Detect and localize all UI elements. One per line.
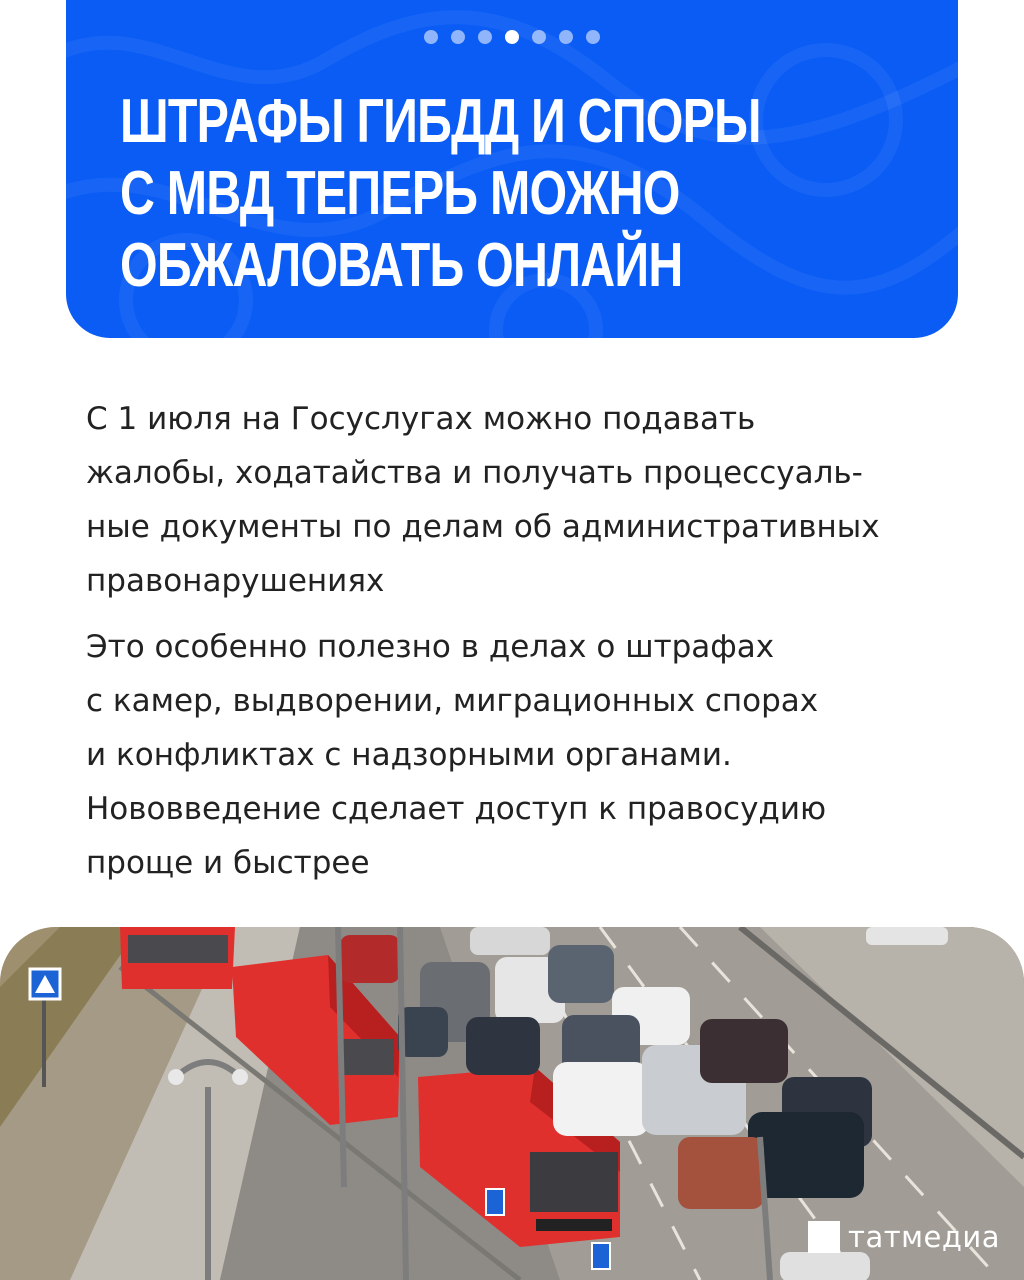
paragraph-2 [86,620,956,890]
bus [120,927,235,989]
header-card [66,0,958,338]
text-line: Нововведение сделает доступ к правосудию [86,791,827,827]
slide-dot[interactable] [451,30,465,44]
slide-dot-active[interactable] [505,30,519,44]
headline [120,86,761,302]
text-line: ные документы по делам об административных [86,509,880,545]
headline-line: ШТРАФЫ ГИБДД И СПОРЫ [120,87,761,156]
slide-indicator[interactable] [66,30,958,44]
brand-name: татмедиа [848,1220,1000,1254]
slide-dot[interactable] [586,30,600,44]
text-line: проще и быстрее [86,845,370,881]
text-line: правонарушениях [86,563,385,599]
article-body [86,392,956,902]
text-line: С 1 июля на Госуслугах можно подавать [86,401,756,437]
slide-dot[interactable] [424,30,438,44]
slide-dot[interactable] [478,30,492,44]
headline-line: С МВД ТЕПЕРЬ МОЖНО [120,159,680,228]
text-line: с камер, выдворении, миграционных спорах [86,683,819,719]
text-line: и конфликтах с надзорными органами. [86,737,732,773]
slide-dot[interactable] [559,30,573,44]
square-logo-icon [808,1221,840,1253]
headline-line: ОБЖАЛОВАТЬ ОНЛАЙН [120,231,683,300]
brand-logo [808,1220,1000,1254]
text-line: жалобы, ходатайства и получать процессуаль- [86,455,863,491]
paragraph-1 [86,392,956,608]
traffic-photo [0,927,1024,1280]
text-line: Это особенно полезно в делах о штрафах [86,629,775,665]
slide-dot[interactable] [532,30,546,44]
